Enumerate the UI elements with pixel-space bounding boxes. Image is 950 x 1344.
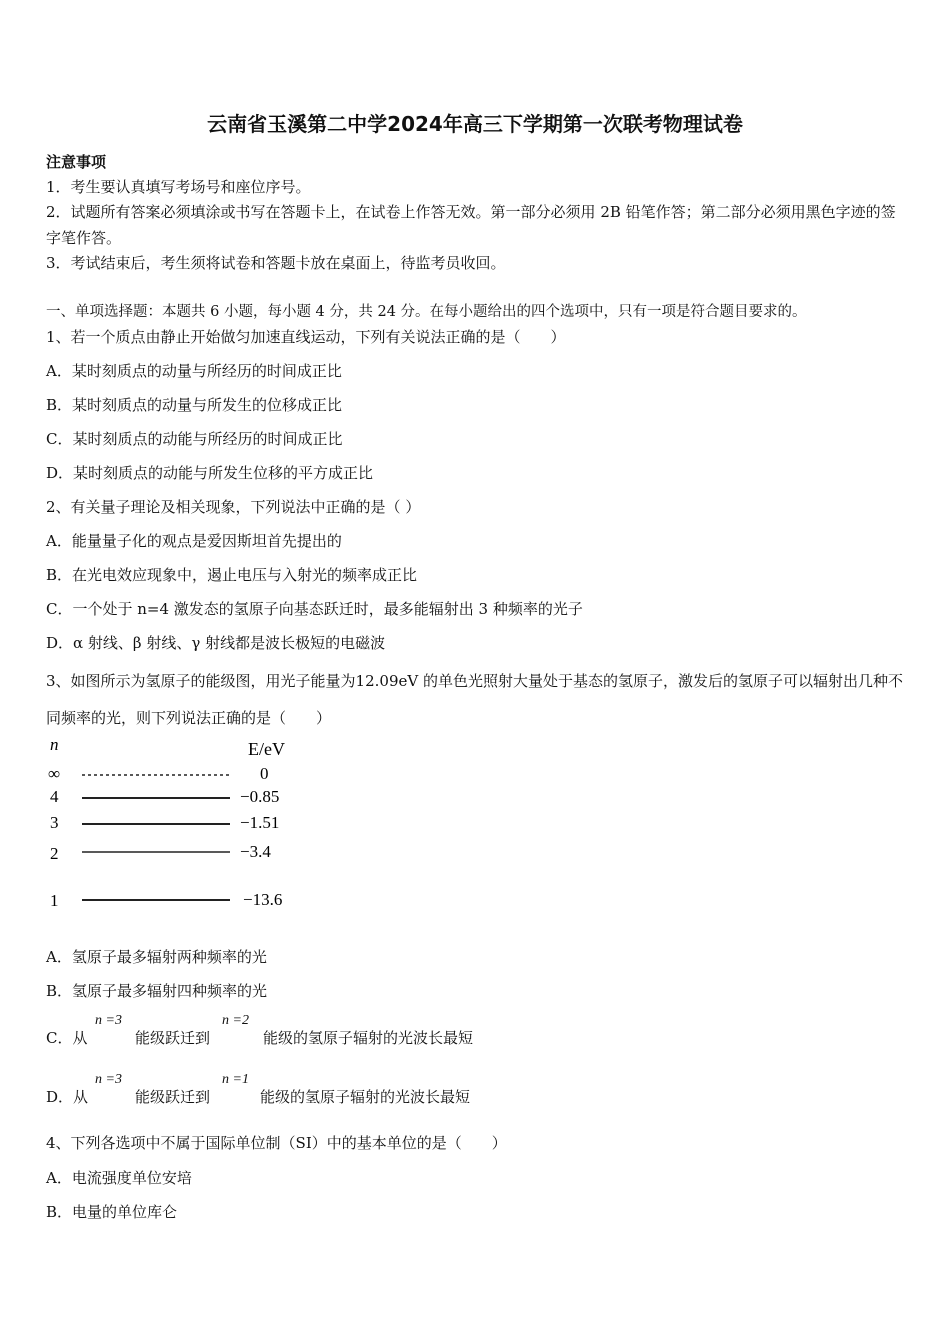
option-a: A．某时刻质点的动量与所经历的时间成正比 [46,362,342,380]
level-energy-label: −13.6 [243,890,283,909]
option-b: B．电量的单位库仑 [46,1203,178,1221]
level-energy-label: −1.51 [240,813,280,832]
level-n-label: 1 [50,891,59,910]
level-energy-label: 0 [260,764,269,783]
option-b: B．某时刻质点的动量与所发生的位移成正比 [46,396,343,414]
notice-heading: 注意事项 [46,153,107,171]
option-c: C．一个处于 n=4 激发态的氢原子向基态跃迁时，最多能辐射出 3 种频率的光子 [46,600,583,618]
option-d: D．α 射线、β 射线、γ 射线都是波长极短的电磁波 [46,634,386,652]
quantum-number-from: n =3 [95,1013,122,1028]
option-c-prefix: C．从 [46,1029,88,1047]
option-d-middle: 能级跃迁到 [135,1088,211,1106]
option-c-middle: 能级跃迁到 [135,1029,211,1047]
section-heading: 一、单项选择题：本题共 6 小题，每小题 4 分，共 24 分。在每小题给出的四个选项中，只有一项是符合题目要求的。 [46,304,807,320]
axis-e-label: E/eV [248,739,285,759]
option-b: B．在光电效应现象中，遏止电压与入射光的频率成正比 [46,566,418,584]
question-stem: 3、如图所示为氢原子的能级图，用光子能量为12.09eV 的单色光照射大量处于基态的氢原子，激发后的氢原子可以辐射出几种不同频率的光，则下列说法正确的是（ ） [46,672,903,727]
option-c: C．某时刻质点的动能与所经历的时间成正比 [46,430,343,448]
level-n-label: 3 [50,813,59,832]
level-n-label: 2 [50,844,59,863]
axis-n-label: n [50,735,59,754]
question-stem: 4、下列各选项中不属于国际单位制（SI）中的基本单位的是（ ） [46,1134,507,1152]
quantum-number-from: n =3 [95,1072,122,1087]
level-n-label: 4 [50,787,59,806]
energy-level-diagram [40,735,320,915]
quantum-number-to: n =2 [222,1013,249,1028]
option-a: A．氢原子最多辐射两种频率的光 [46,948,267,966]
option-d: D．某时刻质点的动能与所发生位移的平方成正比 [46,464,374,482]
level-n-label: ∞ [48,764,61,783]
question-stem: 1、若一个质点由静止开始做匀加速直线运动，下列有关说法正确的是（ ） [46,328,566,346]
option-d-prefix: D．从 [46,1088,89,1106]
option-d-suffix: 能级的氢原子辐射的光波长最短 [260,1088,471,1106]
level-energy-label: −3.4 [240,842,271,861]
quantum-number-to: n =1 [222,1072,249,1087]
page-title: 云南省玉溪第二中学2024年高三下学期第一次联考物理试卷 [207,112,743,136]
notice-item: 3．考试结束后，考生须将试卷和答题卡放在桌面上，待监考员收回。 [46,254,506,272]
option-a: A．能量量子化的观点是爱因斯坦首先提出的 [46,532,342,550]
notice-item: 1．考生要认真填写考场号和座位序号。 [46,178,311,196]
level-energy-label: −0.85 [240,787,280,806]
notice-item: 2．试题所有答案必须填涂或书写在答题卡上，在试卷上作答无效。第一部分必须用 2B 铅笔作答；第二部分必须用黑色字迹的签字笔作答。 [46,203,896,247]
option-c-suffix: 能级的氢原子辐射的光波长最短 [263,1029,474,1047]
question-stem: 2、有关量子理论及相关现象，下列说法中正确的是（ ） [46,498,421,516]
option-a: A．电流强度单位安培 [46,1169,192,1187]
option-b: B．氢原子最多辐射四种频率的光 [46,982,268,1000]
